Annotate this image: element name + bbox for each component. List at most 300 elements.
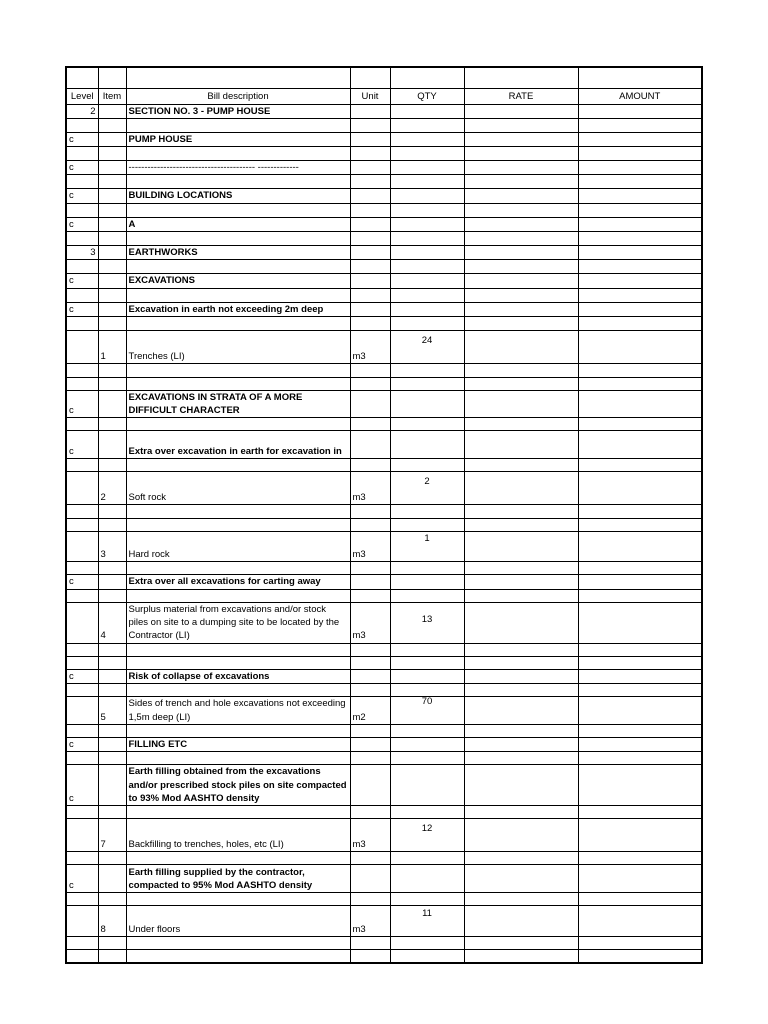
cell[interactable] xyxy=(350,505,390,519)
cell[interactable] xyxy=(390,752,464,765)
cell[interactable] xyxy=(126,203,350,217)
cell[interactable] xyxy=(126,937,350,950)
rate-cell[interactable] xyxy=(464,575,578,589)
cell[interactable] xyxy=(578,643,702,656)
item-cell[interactable] xyxy=(98,575,126,589)
cell[interactable] xyxy=(350,725,390,738)
cell[interactable] xyxy=(66,505,98,519)
qty-cell[interactable] xyxy=(390,132,464,146)
cell[interactable] xyxy=(98,950,126,963)
rate-cell[interactable] xyxy=(464,865,578,893)
cell[interactable] xyxy=(66,519,98,532)
header-amount[interactable]: AMOUNT xyxy=(578,88,702,104)
cell[interactable] xyxy=(390,806,464,819)
cell[interactable] xyxy=(126,147,350,161)
cell[interactable] xyxy=(98,288,126,302)
cell[interactable] xyxy=(350,806,390,819)
level-cell[interactable]: c xyxy=(66,738,98,752)
cell[interactable] xyxy=(66,752,98,765)
level-cell[interactable] xyxy=(66,819,98,852)
cell[interactable] xyxy=(98,363,126,377)
cell[interactable] xyxy=(578,147,702,161)
cell[interactable] xyxy=(390,67,464,88)
level-cell[interactable]: c xyxy=(66,765,98,806)
amount-cell[interactable] xyxy=(578,738,702,752)
unit-cell[interactable] xyxy=(350,161,390,175)
level-cell[interactable]: c xyxy=(66,431,98,459)
cell[interactable] xyxy=(98,806,126,819)
description-cell[interactable]: FILLING ETC xyxy=(126,738,350,752)
item-cell[interactable] xyxy=(98,431,126,459)
cell[interactable] xyxy=(390,231,464,245)
cell[interactable] xyxy=(390,893,464,906)
description-cell[interactable]: Extra over excavation in earth for excavation in xyxy=(126,431,350,459)
amount-cell[interactable] xyxy=(578,390,702,418)
cell[interactable] xyxy=(390,203,464,217)
cell[interactable] xyxy=(390,852,464,865)
cell[interactable] xyxy=(390,684,464,697)
cell[interactable] xyxy=(350,589,390,602)
unit-cell[interactable]: m3 xyxy=(350,532,390,562)
cell[interactable] xyxy=(66,589,98,602)
unit-cell[interactable]: m3 xyxy=(350,330,390,363)
rate-cell[interactable] xyxy=(464,274,578,288)
cell[interactable] xyxy=(350,231,390,245)
qty-cell[interactable] xyxy=(390,472,464,505)
cell[interactable] xyxy=(464,589,578,602)
description-cell[interactable]: EARTHWORKS xyxy=(126,245,350,259)
qty-cell[interactable] xyxy=(390,865,464,893)
level-cell[interactable]: c xyxy=(66,575,98,589)
amount-cell[interactable] xyxy=(578,532,702,562)
cell[interactable] xyxy=(578,684,702,697)
level-cell[interactable]: c xyxy=(66,302,98,316)
level-cell[interactable] xyxy=(66,330,98,363)
cell[interactable] xyxy=(350,656,390,669)
qty-cell[interactable] xyxy=(390,697,464,725)
rate-cell[interactable] xyxy=(464,602,578,643)
description-cell[interactable]: Earth filling obtained from the excavations and/or prescribed stock piles on site compacted to 93% Mod AASHTO density xyxy=(126,765,350,806)
description-cell[interactable]: Backfilling to trenches, holes, etc (LI) xyxy=(126,819,350,852)
cell[interactable] xyxy=(350,118,390,132)
cell[interactable] xyxy=(464,950,578,963)
qty-cell[interactable] xyxy=(390,431,464,459)
level-cell[interactable]: 2 xyxy=(66,104,98,118)
cell[interactable] xyxy=(390,459,464,472)
cell[interactable] xyxy=(390,562,464,575)
cell[interactable] xyxy=(464,363,578,377)
cell[interactable] xyxy=(126,316,350,330)
cell[interactable] xyxy=(66,363,98,377)
level-cell[interactable]: 3 xyxy=(66,245,98,259)
rate-cell[interactable] xyxy=(464,390,578,418)
cell[interactable] xyxy=(126,852,350,865)
cell[interactable] xyxy=(578,752,702,765)
cell[interactable] xyxy=(126,752,350,765)
cell[interactable] xyxy=(66,260,98,274)
amount-cell[interactable] xyxy=(578,819,702,852)
cell[interactable] xyxy=(126,806,350,819)
rate-cell[interactable] xyxy=(464,765,578,806)
description-cell[interactable]: Sides of trench and hole excavations not exceeding 1,5m deep (LI) xyxy=(126,697,350,725)
amount-cell[interactable] xyxy=(578,161,702,175)
cell[interactable] xyxy=(390,950,464,963)
cell[interactable] xyxy=(578,377,702,390)
cell[interactable] xyxy=(98,589,126,602)
item-cell[interactable]: 1 xyxy=(98,330,126,363)
cell[interactable] xyxy=(390,589,464,602)
cell[interactable] xyxy=(98,893,126,906)
cell[interactable] xyxy=(66,147,98,161)
level-cell[interactable] xyxy=(66,906,98,937)
unit-cell[interactable] xyxy=(350,765,390,806)
rate-cell[interactable] xyxy=(464,472,578,505)
qty-cell[interactable] xyxy=(390,104,464,118)
qty-cell[interactable] xyxy=(390,217,464,231)
cell[interactable] xyxy=(66,806,98,819)
qty-cell[interactable] xyxy=(390,738,464,752)
cell[interactable] xyxy=(464,725,578,738)
rate-cell[interactable] xyxy=(464,697,578,725)
cell[interactable] xyxy=(464,562,578,575)
cell[interactable] xyxy=(98,459,126,472)
cell[interactable] xyxy=(66,950,98,963)
cell[interactable] xyxy=(464,937,578,950)
cell[interactable] xyxy=(66,231,98,245)
cell[interactable] xyxy=(350,203,390,217)
cell[interactable] xyxy=(126,519,350,532)
cell[interactable] xyxy=(98,418,126,431)
cell[interactable] xyxy=(390,147,464,161)
item-cell[interactable]: 3 xyxy=(98,532,126,562)
unit-cell[interactable] xyxy=(350,738,390,752)
item-cell[interactable] xyxy=(98,738,126,752)
cell[interactable] xyxy=(464,377,578,390)
cell[interactable] xyxy=(464,656,578,669)
cell[interactable] xyxy=(464,67,578,88)
cell[interactable] xyxy=(578,505,702,519)
cell[interactable] xyxy=(578,175,702,189)
cell[interactable] xyxy=(66,203,98,217)
amount-cell[interactable] xyxy=(578,669,702,683)
cell[interactable] xyxy=(578,893,702,906)
description-cell[interactable]: EXCAVATIONS IN STRATA OF A MORE DIFFICULT CHARACTER xyxy=(126,390,350,418)
unit-cell[interactable] xyxy=(350,390,390,418)
amount-cell[interactable] xyxy=(578,431,702,459)
description-cell[interactable]: PUMP HOUSE xyxy=(126,132,350,146)
amount-cell[interactable] xyxy=(578,245,702,259)
qty-cell[interactable] xyxy=(390,390,464,418)
cell[interactable] xyxy=(578,203,702,217)
cell[interactable] xyxy=(126,175,350,189)
cell[interactable] xyxy=(66,725,98,738)
cell[interactable] xyxy=(390,656,464,669)
cell[interactable] xyxy=(464,519,578,532)
cell[interactable] xyxy=(126,231,350,245)
cell[interactable] xyxy=(350,519,390,532)
cell[interactable] xyxy=(390,937,464,950)
item-cell[interactable] xyxy=(98,104,126,118)
cell[interactable] xyxy=(126,725,350,738)
description-cell[interactable]: EXCAVATIONS xyxy=(126,274,350,288)
cell[interactable] xyxy=(66,459,98,472)
rate-cell[interactable] xyxy=(464,906,578,937)
cell[interactable] xyxy=(66,377,98,390)
cell[interactable] xyxy=(98,505,126,519)
cell[interactable] xyxy=(66,937,98,950)
rate-cell[interactable] xyxy=(464,330,578,363)
item-cell[interactable] xyxy=(98,217,126,231)
cell[interactable] xyxy=(66,684,98,697)
cell[interactable] xyxy=(98,656,126,669)
description-cell[interactable]: Under floors xyxy=(126,906,350,937)
cell[interactable] xyxy=(126,505,350,519)
cell[interactable] xyxy=(578,418,702,431)
item-cell[interactable]: 4 xyxy=(98,602,126,643)
cell[interactable] xyxy=(98,643,126,656)
amount-cell[interactable] xyxy=(578,104,702,118)
cell[interactable] xyxy=(578,231,702,245)
cell[interactable] xyxy=(126,363,350,377)
item-cell[interactable] xyxy=(98,245,126,259)
qty-cell[interactable] xyxy=(390,765,464,806)
amount-cell[interactable] xyxy=(578,330,702,363)
cell[interactable] xyxy=(98,175,126,189)
cell[interactable] xyxy=(66,118,98,132)
cell[interactable] xyxy=(350,752,390,765)
level-cell[interactable] xyxy=(66,532,98,562)
unit-cell[interactable] xyxy=(350,245,390,259)
description-cell[interactable]: Hard rock xyxy=(126,532,350,562)
amount-cell[interactable] xyxy=(578,217,702,231)
header-rate[interactable]: RATE xyxy=(464,88,578,104)
cell[interactable] xyxy=(66,893,98,906)
unit-cell[interactable] xyxy=(350,274,390,288)
cell[interactable] xyxy=(66,175,98,189)
cell[interactable] xyxy=(98,260,126,274)
cell[interactable] xyxy=(98,377,126,390)
cell[interactable] xyxy=(126,562,350,575)
description-cell[interactable]: A xyxy=(126,217,350,231)
cell[interactable] xyxy=(578,950,702,963)
cell[interactable] xyxy=(66,562,98,575)
cell[interactable] xyxy=(350,643,390,656)
description-cell[interactable]: SECTION NO. 3 - PUMP HOUSE xyxy=(126,104,350,118)
cell[interactable] xyxy=(350,288,390,302)
amount-cell[interactable] xyxy=(578,472,702,505)
item-cell[interactable] xyxy=(98,274,126,288)
cell[interactable] xyxy=(350,260,390,274)
item-cell[interactable]: 8 xyxy=(98,906,126,937)
cell[interactable] xyxy=(578,806,702,819)
cell[interactable] xyxy=(126,950,350,963)
cell[interactable] xyxy=(578,118,702,132)
cell[interactable] xyxy=(464,203,578,217)
cell[interactable] xyxy=(578,288,702,302)
qty-cell[interactable] xyxy=(390,302,464,316)
qty-cell[interactable] xyxy=(390,245,464,259)
cell[interactable] xyxy=(350,67,390,88)
cell[interactable] xyxy=(66,852,98,865)
amount-cell[interactable] xyxy=(578,274,702,288)
cell[interactable] xyxy=(126,459,350,472)
cell[interactable] xyxy=(98,118,126,132)
cell[interactable] xyxy=(464,643,578,656)
description-cell[interactable]: ---------------------------------------- ------------- xyxy=(126,161,350,175)
cell[interactable] xyxy=(464,316,578,330)
cell[interactable] xyxy=(578,67,702,88)
cell[interactable] xyxy=(350,147,390,161)
item-cell[interactable] xyxy=(98,865,126,893)
cell[interactable] xyxy=(578,459,702,472)
cell[interactable] xyxy=(98,67,126,88)
cell[interactable] xyxy=(464,852,578,865)
unit-cell[interactable]: m3 xyxy=(350,906,390,937)
amount-cell[interactable] xyxy=(578,602,702,643)
level-cell[interactable] xyxy=(66,472,98,505)
cell[interactable] xyxy=(350,684,390,697)
cell[interactable] xyxy=(98,316,126,330)
cell[interactable] xyxy=(126,684,350,697)
cell[interactable] xyxy=(98,519,126,532)
cell[interactable] xyxy=(98,752,126,765)
cell[interactable] xyxy=(98,562,126,575)
rate-cell[interactable] xyxy=(464,302,578,316)
item-cell[interactable] xyxy=(98,669,126,683)
cell[interactable] xyxy=(98,725,126,738)
unit-cell[interactable] xyxy=(350,575,390,589)
cell[interactable] xyxy=(578,656,702,669)
item-cell[interactable] xyxy=(98,390,126,418)
cell[interactable] xyxy=(578,562,702,575)
amount-cell[interactable] xyxy=(578,697,702,725)
qty-cell[interactable] xyxy=(390,602,464,643)
cell[interactable] xyxy=(126,260,350,274)
header-qty[interactable]: QTY xyxy=(390,88,464,104)
item-cell[interactable]: 2 xyxy=(98,472,126,505)
cell[interactable] xyxy=(126,589,350,602)
unit-cell[interactable] xyxy=(350,189,390,203)
cell[interactable] xyxy=(578,852,702,865)
item-cell[interactable]: 5 xyxy=(98,697,126,725)
cell[interactable] xyxy=(464,806,578,819)
cell[interactable] xyxy=(350,893,390,906)
qty-cell[interactable] xyxy=(390,819,464,852)
rate-cell[interactable] xyxy=(464,431,578,459)
cell[interactable] xyxy=(98,147,126,161)
unit-cell[interactable] xyxy=(350,132,390,146)
cell[interactable] xyxy=(578,260,702,274)
cell[interactable] xyxy=(464,893,578,906)
level-cell[interactable] xyxy=(66,697,98,725)
description-cell[interactable]: BUILDING LOCATIONS xyxy=(126,189,350,203)
rate-cell[interactable] xyxy=(464,132,578,146)
cell[interactable] xyxy=(390,260,464,274)
cell[interactable] xyxy=(126,418,350,431)
qty-cell[interactable] xyxy=(390,330,464,363)
unit-cell[interactable] xyxy=(350,431,390,459)
header-unit[interactable]: Unit xyxy=(350,88,390,104)
cell[interactable] xyxy=(350,459,390,472)
amount-cell[interactable] xyxy=(578,189,702,203)
cell[interactable] xyxy=(126,643,350,656)
level-cell[interactable]: c xyxy=(66,161,98,175)
qty-cell[interactable] xyxy=(390,532,464,562)
cell[interactable] xyxy=(390,118,464,132)
qty-cell[interactable] xyxy=(390,575,464,589)
cell[interactable] xyxy=(350,175,390,189)
unit-cell[interactable]: m3 xyxy=(350,819,390,852)
cell[interactable] xyxy=(464,684,578,697)
cell[interactable] xyxy=(464,231,578,245)
cell[interactable] xyxy=(464,260,578,274)
header-item[interactable]: Item xyxy=(98,88,126,104)
unit-cell[interactable]: m3 xyxy=(350,602,390,643)
description-cell[interactable]: Surplus material from excavations and/or stock piles on site to a dumping site to be located by the Contractor (LI) xyxy=(126,602,350,643)
qty-cell[interactable] xyxy=(390,906,464,937)
cell[interactable] xyxy=(126,656,350,669)
level-cell[interactable]: c xyxy=(66,189,98,203)
rate-cell[interactable] xyxy=(464,532,578,562)
cell[interactable] xyxy=(390,725,464,738)
cell[interactable] xyxy=(350,937,390,950)
qty-cell[interactable] xyxy=(390,669,464,683)
cell[interactable] xyxy=(66,643,98,656)
cell[interactable] xyxy=(350,562,390,575)
amount-cell[interactable] xyxy=(578,906,702,937)
cell[interactable] xyxy=(390,316,464,330)
cell[interactable] xyxy=(66,288,98,302)
item-cell[interactable] xyxy=(98,132,126,146)
cell[interactable] xyxy=(464,288,578,302)
unit-cell[interactable] xyxy=(350,104,390,118)
description-cell[interactable]: Earth filling supplied by the contractor, compacted to 95% Mod AASHTO density xyxy=(126,865,350,893)
cell[interactable] xyxy=(390,175,464,189)
cell[interactable] xyxy=(66,67,98,88)
cell[interactable] xyxy=(578,519,702,532)
description-cell[interactable]: Excavation in earth not exceeding 2m deep xyxy=(126,302,350,316)
unit-cell[interactable] xyxy=(350,865,390,893)
description-cell[interactable]: Risk of collapse of excavations xyxy=(126,669,350,683)
cell[interactable] xyxy=(464,175,578,189)
cell[interactable] xyxy=(350,377,390,390)
header-description[interactable]: Bill description xyxy=(126,88,350,104)
unit-cell[interactable] xyxy=(350,302,390,316)
rate-cell[interactable] xyxy=(464,669,578,683)
cell[interactable] xyxy=(390,505,464,519)
description-cell[interactable]: Soft rock xyxy=(126,472,350,505)
cell[interactable] xyxy=(98,852,126,865)
level-cell[interactable]: c xyxy=(66,217,98,231)
cell[interactable] xyxy=(126,377,350,390)
rate-cell[interactable] xyxy=(464,738,578,752)
item-cell[interactable]: 7 xyxy=(98,819,126,852)
item-cell[interactable] xyxy=(98,189,126,203)
level-cell[interactable]: c xyxy=(66,669,98,683)
level-cell[interactable]: c xyxy=(66,390,98,418)
cell[interactable] xyxy=(350,363,390,377)
cell[interactable] xyxy=(578,589,702,602)
cell[interactable] xyxy=(390,288,464,302)
cell[interactable] xyxy=(98,937,126,950)
item-cell[interactable] xyxy=(98,161,126,175)
cell[interactable] xyxy=(390,363,464,377)
rate-cell[interactable] xyxy=(464,104,578,118)
unit-cell[interactable]: m2 xyxy=(350,697,390,725)
cell[interactable] xyxy=(390,377,464,390)
rate-cell[interactable] xyxy=(464,217,578,231)
level-cell[interactable]: c xyxy=(66,274,98,288)
